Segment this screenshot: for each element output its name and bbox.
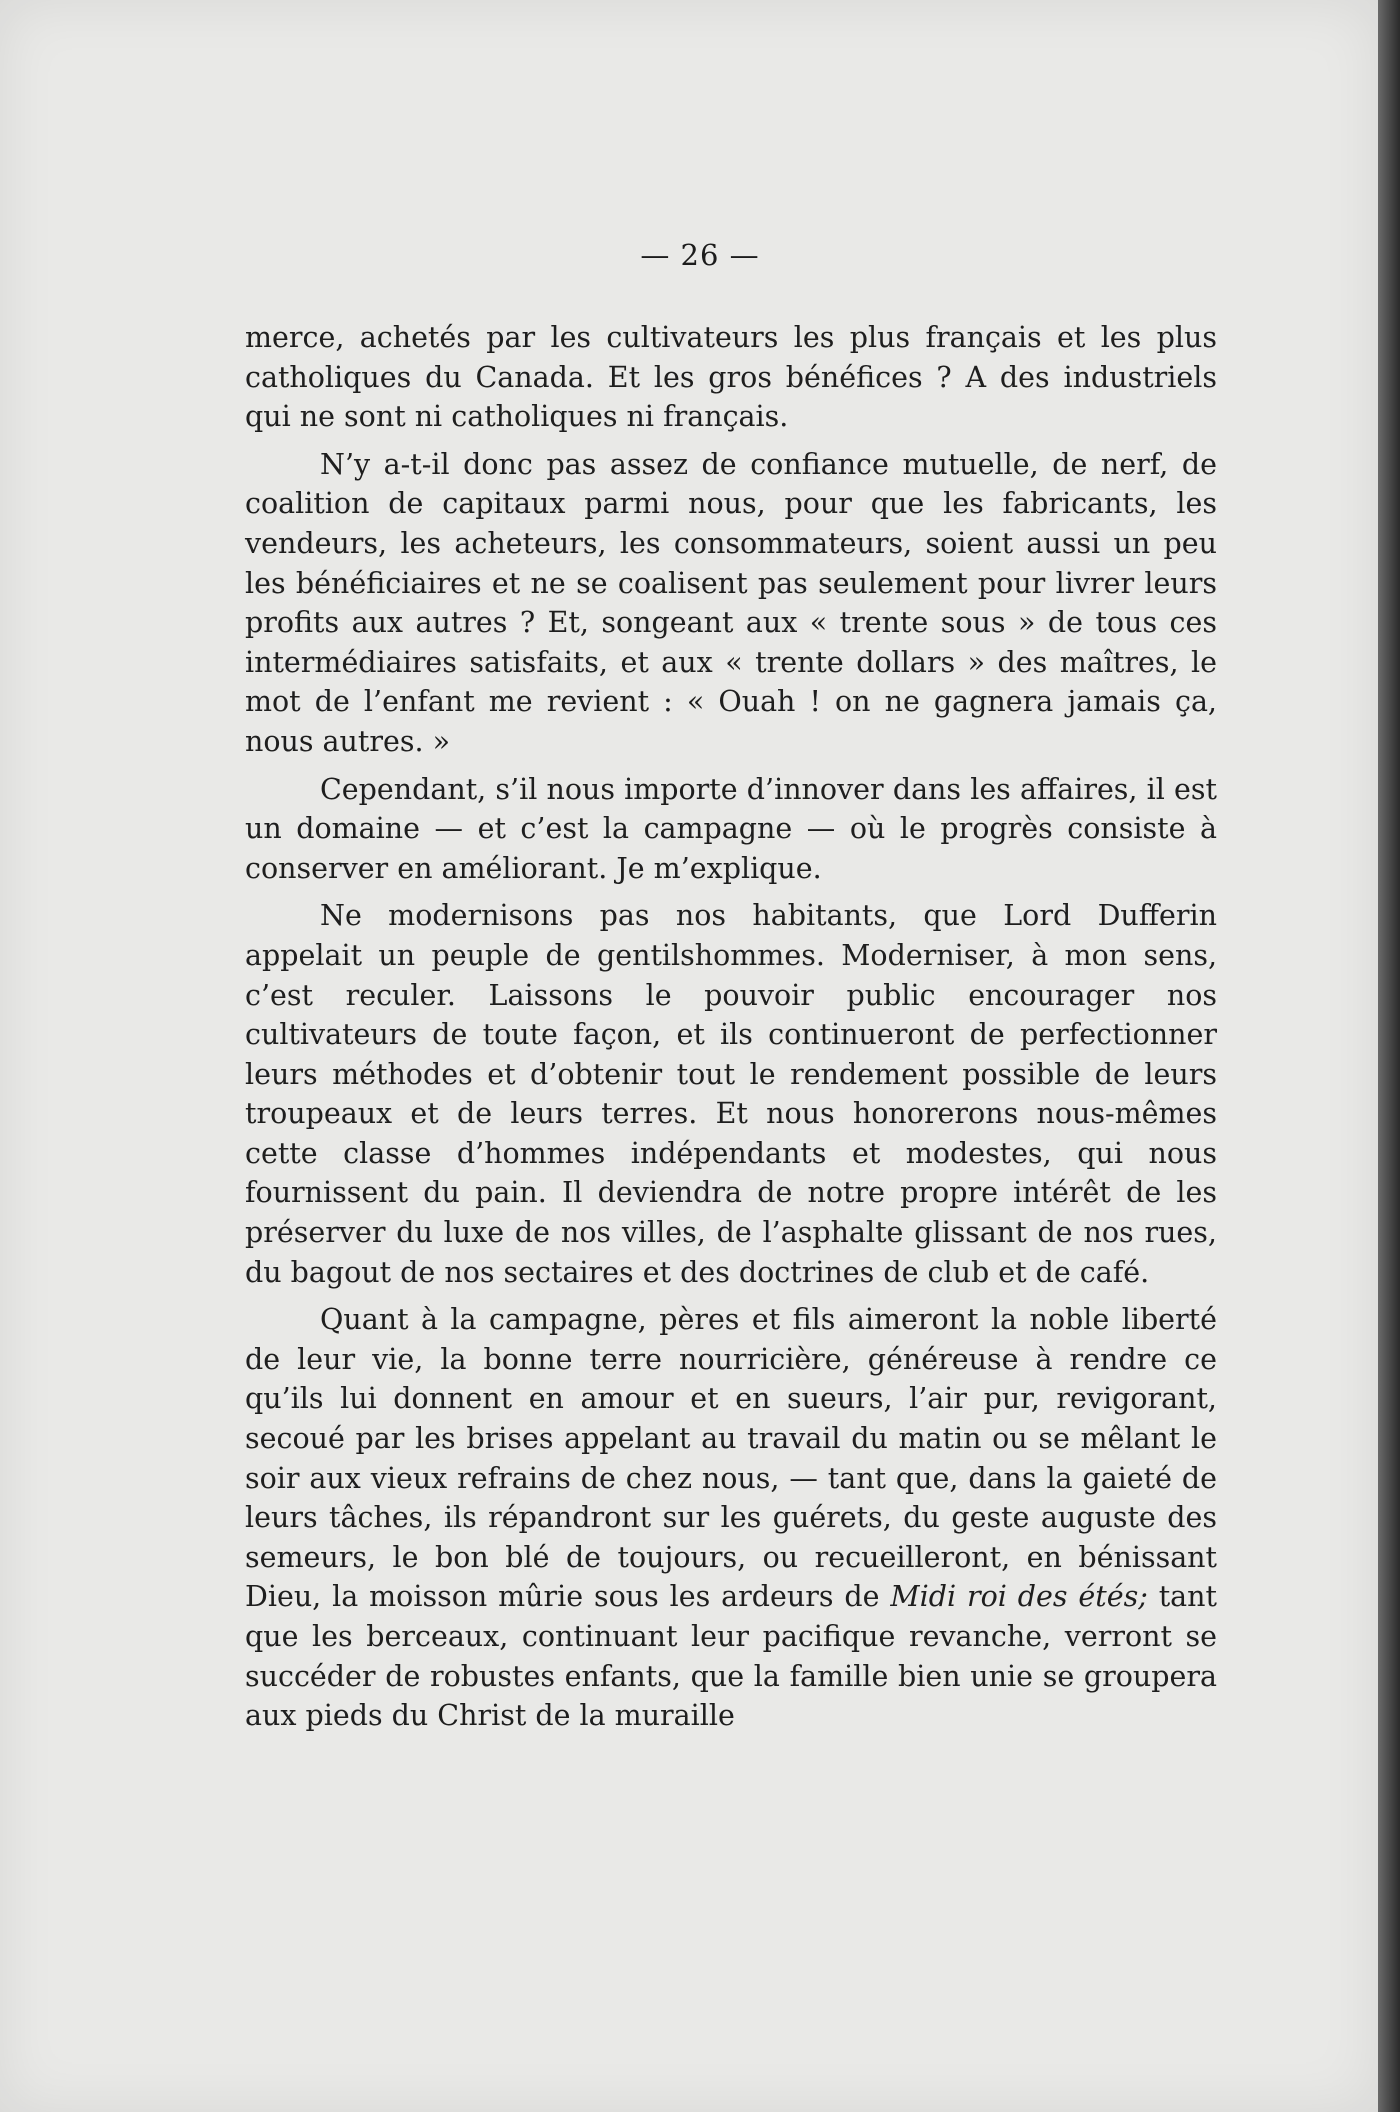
paragraph: Ne modernisons pas nos habitants, que Lord Dufferin appelait un peuple de gentilshommes. Moderniser, à mon sens, c’est reculer. Laissons le pouvoir public encourager nos cultivateurs de toute façon, et ils continueront de perfectionner leurs méthodes et d’obtenir tout le rendement possible de leurs troupeaux et de leurs terres. Et nous honorerons nous-mêmes cette classe d’hommes indépendants et modestes, qui nous fournissent du pain. Il deviendra de notre propre intérêt de les préserver du luxe de nos villes, de l’asphalte glissant de nos rues, du bagout de nos sectaires et des doctrines de club et de café. bbox=[245, 899, 1217, 1289]
paragraph-with-italic bbox=[245, 1300, 1217, 1736]
paragraph: N’y a-t-il donc pas assez de confiance mutuelle, de nerf, de coalition de capitaux parmi nous, pour que les fabricants, les vendeurs, les acheteurs, les consommateurs, soient aussi un peu les bénéficiaires et ne se coalisent pas seulement pour livrer leurs profits aux autres ? Et, songeant aux « trente sous » de tous ces intermédiaires satisfaits, et aux « trente dollars » des maîtres, le mot de l’enfant me revient : « Ouah ! on ne gagnera jamais ça, nous autres. » bbox=[245, 447, 1217, 758]
paragraph-text: Quant à la campagne, pères et fils aimeront la noble liberté de leur vie, la bonne terre nourricière, généreuse à rendre ce qu’ils lui donnent en amour et en sueurs, l’air pur, revigorant, secoué par les brises appelant au travail du matin ou se mêlant le soir aux vieux refrains de chez nous, — tant que, dans la gaieté de leurs tâches, ils répandront sur les guérets, du geste auguste des semeurs, le bon blé de toujours, ou recueilleront, en bénissant Dieu, la moisson mûrie sous les ardeurs de bbox=[245, 1303, 1217, 1614]
page-edge-shadow bbox=[1378, 0, 1400, 2112]
page-number: — 26 — bbox=[640, 238, 760, 272]
italic-phrase: Midi roi des étés; bbox=[890, 1580, 1148, 1614]
closing-text: tant que les berceaux, continuant leur pacifique revanche, verront se succéder de robustes enfants, que la famille bien unie se groupera aux pieds du Christ de la muraille bbox=[245, 1580, 1217, 1733]
paragraph: merce, achetés par les cultivateurs les plus français et les plus catholiques du Canada. Et les gros bénéfices ? A des industriels qui ne sont ni catholiques ni français. bbox=[245, 321, 1217, 434]
paragraph: Cependant, s’il nous importe d’innover dans les affaires, il est un domaine — et c’est la campagne — où le progrès consiste à conserver en améliorant. Je m’explique. bbox=[245, 772, 1217, 885]
body-text bbox=[245, 318, 1217, 1744]
